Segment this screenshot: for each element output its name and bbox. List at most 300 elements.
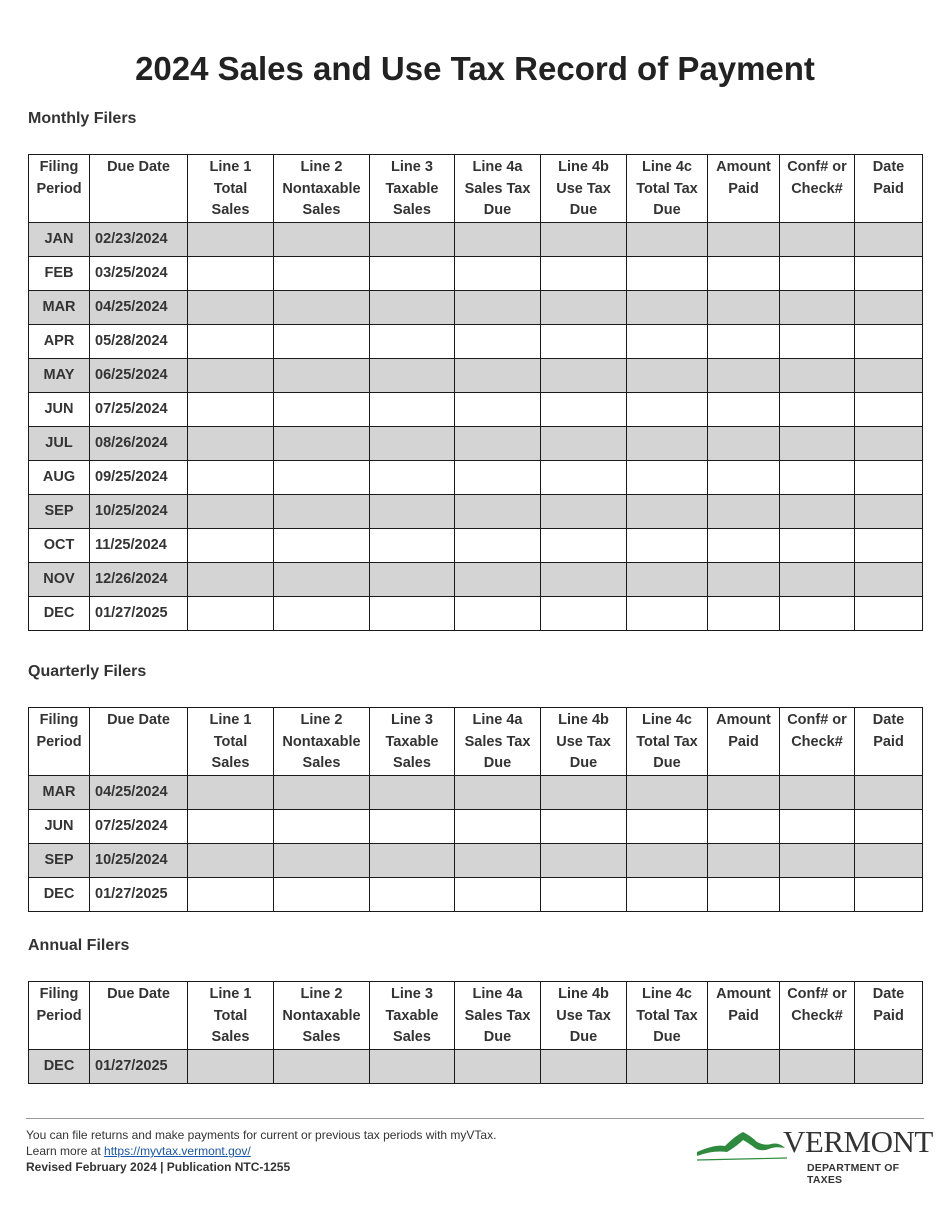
line4a-sales-tax-due-entry-cell[interactable] — [455, 562, 541, 596]
column-header-line1-total-sales — [188, 155, 274, 223]
column-header-line: Check# — [791, 1007, 843, 1024]
line4a-sales-tax-due-entry-cell[interactable] — [455, 1049, 541, 1083]
line3-taxable-sales-entry-cell[interactable] — [370, 494, 455, 528]
conf-or-check-entry-cell[interactable] — [780, 460, 855, 494]
line1-total-sales-entry-cell[interactable] — [188, 324, 274, 358]
amount-paid-entry-cell[interactable] — [708, 392, 780, 426]
date-paid-entry-cell[interactable] — [855, 562, 923, 596]
column-header-line: Period — [36, 733, 82, 750]
amount-paid-entry-cell[interactable] — [708, 562, 780, 596]
conf-or-check-entry-cell[interactable] — [780, 222, 855, 256]
column-header-line4a-sales-tax-due — [455, 708, 541, 776]
date-paid-entry-cell[interactable] — [855, 775, 923, 809]
line2-nontaxable-sales-entry-cell[interactable] — [274, 1049, 370, 1083]
line4b-use-tax-due-entry-cell[interactable] — [541, 596, 627, 630]
line4c-total-tax-due-entry-cell[interactable] — [627, 494, 708, 528]
filing-period-cell: DEC — [29, 596, 90, 630]
line1-total-sales-entry-cell[interactable] — [188, 256, 274, 290]
footer-myvtax-note: You can file returns and make payments for current or previous tax periods with myVTax. — [26, 1128, 497, 1142]
footer-revision: Revised February 2024 | Publication NTC-1255 — [26, 1160, 291, 1174]
line4b-use-tax-due-entry-cell[interactable] — [541, 256, 627, 290]
column-header-line: Amount — [716, 986, 771, 1002]
table-row — [29, 562, 923, 596]
line2-nontaxable-sales-entry-cell[interactable] — [274, 809, 370, 843]
line4a-sales-tax-due-entry-cell[interactable] — [455, 775, 541, 809]
line4c-total-tax-due-entry-cell[interactable] — [627, 256, 708, 290]
line4c-total-tax-due-entry-cell[interactable] — [627, 877, 708, 911]
line4b-use-tax-due-entry-cell[interactable] — [541, 562, 627, 596]
column-header-line: Line 1 — [209, 986, 252, 1002]
column-header-line: Due — [653, 202, 681, 218]
line3-taxable-sales-entry-cell[interactable] — [370, 775, 455, 809]
conf-or-check-entry-cell[interactable] — [780, 324, 855, 358]
line4b-use-tax-due-entry-cell[interactable] — [541, 775, 627, 809]
line4b-use-tax-due-entry-cell[interactable] — [541, 460, 627, 494]
line3-taxable-sales-entry-cell[interactable] — [370, 1049, 455, 1083]
section-heading-monthly: Monthly Filers — [28, 110, 137, 127]
myvtax-link[interactable]: https://myvtax.vermont.gov/ — [104, 1144, 251, 1158]
header-row — [29, 982, 923, 1050]
line4c-total-tax-due-entry-cell[interactable] — [627, 324, 708, 358]
line3-taxable-sales-entry-cell[interactable] — [370, 562, 455, 596]
column-header-line: Paid — [728, 733, 759, 750]
line2-nontaxable-sales-entry-cell[interactable] — [274, 528, 370, 562]
line2-nontaxable-sales-entry-cell[interactable] — [274, 596, 370, 630]
amount-paid-entry-cell[interactable] — [708, 494, 780, 528]
line1-total-sales-entry-cell[interactable] — [188, 528, 274, 562]
line4a-sales-tax-due-entry-cell[interactable] — [455, 290, 541, 324]
header-row — [29, 155, 923, 223]
line1-total-sales-entry-cell[interactable] — [188, 775, 274, 809]
line1-total-sales-entry-cell[interactable] — [188, 1049, 274, 1083]
line3-taxable-sales-entry-cell[interactable] — [370, 460, 455, 494]
column-header-amount-paid — [708, 982, 780, 1050]
line3-taxable-sales-entry-cell[interactable] — [370, 358, 455, 392]
line1-total-sales-entry-cell[interactable] — [188, 494, 274, 528]
column-header-line: Sales — [393, 202, 431, 218]
column-header-conf-or-check — [780, 155, 855, 223]
line1-total-sales-entry-cell[interactable] — [188, 222, 274, 256]
line3-taxable-sales-entry-cell[interactable] — [370, 290, 455, 324]
column-header-line4c-total-tax-due — [627, 708, 708, 776]
table-row — [29, 358, 923, 392]
column-header-line4b-use-tax-due — [541, 982, 627, 1050]
due-date-cell: 04/25/2024 — [90, 290, 188, 324]
line1-total-sales-entry-cell[interactable] — [188, 426, 274, 460]
line4c-total-tax-due-entry-cell[interactable] — [627, 358, 708, 392]
line4c-total-tax-due-entry-cell[interactable] — [627, 596, 708, 630]
date-paid-entry-cell[interactable] — [855, 809, 923, 843]
due-date-cell: 10/25/2024 — [90, 494, 188, 528]
line4b-use-tax-due-entry-cell[interactable] — [541, 877, 627, 911]
column-header-line: Line 4a — [472, 712, 523, 728]
filing-period-cell: DEC — [29, 877, 90, 911]
line4c-total-tax-due-entry-cell[interactable] — [627, 843, 708, 877]
line4a-sales-tax-due-entry-cell[interactable] — [455, 256, 541, 290]
line2-nontaxable-sales-entry-cell[interactable] — [274, 290, 370, 324]
line1-total-sales-entry-cell[interactable] — [188, 358, 274, 392]
filing-period-cell: APR — [29, 324, 90, 358]
due-date-cell: 01/27/2025 — [90, 877, 188, 911]
column-header-line: Taxable — [385, 1007, 439, 1024]
column-header-due-date — [90, 708, 188, 776]
line1-total-sales-entry-cell[interactable] — [188, 392, 274, 426]
amount-paid-entry-cell[interactable] — [708, 460, 780, 494]
date-paid-entry-cell[interactable] — [855, 494, 923, 528]
date-paid-entry-cell[interactable] — [855, 324, 923, 358]
line4a-sales-tax-due-entry-cell[interactable] — [455, 460, 541, 494]
date-paid-entry-cell[interactable] — [855, 843, 923, 877]
line1-total-sales-entry-cell[interactable] — [188, 460, 274, 494]
line4a-sales-tax-due-entry-cell[interactable] — [455, 809, 541, 843]
column-header-line4b-use-tax-due — [541, 708, 627, 776]
monthly-filers-table — [28, 154, 923, 631]
column-header-line: Paid — [728, 1007, 759, 1024]
conf-or-check-entry-cell[interactable] — [780, 358, 855, 392]
due-date-cell: 06/25/2024 — [90, 358, 188, 392]
column-header-line: Sales — [393, 1029, 431, 1045]
column-header-line: Paid — [728, 180, 759, 197]
line2-nontaxable-sales-entry-cell[interactable] — [274, 494, 370, 528]
date-paid-entry-cell[interactable] — [855, 426, 923, 460]
column-header-line: Taxable — [385, 180, 439, 197]
column-header-line: Amount — [716, 712, 771, 728]
line4b-use-tax-due-entry-cell[interactable] — [541, 1049, 627, 1083]
column-header-line: Line 2 — [300, 986, 343, 1002]
column-header-line2-nontaxable-sales — [274, 155, 370, 223]
due-date-cell: 05/28/2024 — [90, 324, 188, 358]
footer-divider — [26, 1118, 924, 1119]
column-header-amount-paid — [708, 155, 780, 223]
column-header-line: Line 2 — [300, 712, 343, 728]
column-header-line: Line 3 — [391, 712, 433, 728]
line4b-use-tax-due-entry-cell[interactable] — [541, 392, 627, 426]
table-row — [29, 775, 923, 809]
line4b-use-tax-due-entry-cell[interactable] — [541, 426, 627, 460]
column-header-amount-paid — [708, 708, 780, 776]
column-header-line1-total-sales — [188, 982, 274, 1050]
line4a-sales-tax-due-entry-cell[interactable] — [455, 843, 541, 877]
date-paid-entry-cell[interactable] — [855, 1049, 923, 1083]
due-date-cell: 04/25/2024 — [90, 775, 188, 809]
date-paid-entry-cell[interactable] — [855, 358, 923, 392]
filing-period-cell: MAY — [29, 358, 90, 392]
table-row — [29, 877, 923, 911]
filing-period-cell: SEP — [29, 843, 90, 877]
table-row — [29, 290, 923, 324]
column-header-line: Line 4c — [642, 986, 692, 1002]
line1-total-sales-entry-cell[interactable] — [188, 596, 274, 630]
conf-or-check-entry-cell[interactable] — [780, 290, 855, 324]
table-row — [29, 392, 923, 426]
column-header-line: Line 4c — [642, 159, 692, 175]
line4c-total-tax-due-entry-cell[interactable] — [627, 460, 708, 494]
column-header-line: Due — [569, 202, 598, 218]
amount-paid-entry-cell[interactable] — [708, 528, 780, 562]
line1-total-sales-entry-cell[interactable] — [188, 562, 274, 596]
column-header-line: Due — [569, 755, 598, 771]
column-header-line: Due — [483, 1029, 512, 1045]
line1-total-sales-entry-cell[interactable] — [188, 290, 274, 324]
line2-nontaxable-sales-entry-cell[interactable] — [274, 775, 370, 809]
column-header-line: Nontaxable — [282, 1007, 361, 1024]
line4c-total-tax-due-entry-cell[interactable] — [627, 426, 708, 460]
column-header-due-date — [90, 982, 188, 1050]
column-header-line: Total Tax — [636, 733, 698, 750]
section-heading-quarterly: Quarterly Filers — [28, 663, 147, 680]
annual-filers-table — [28, 981, 923, 1084]
line4b-use-tax-due-entry-cell[interactable] — [541, 843, 627, 877]
column-header-conf-or-check — [780, 982, 855, 1050]
column-header-line: Sales — [393, 755, 431, 771]
column-header-line: Due Date — [107, 712, 170, 728]
footer-learn-more — [26, 1143, 496, 1159]
column-header-line: Total Tax — [636, 1007, 698, 1024]
column-header-line: Line 1 — [209, 159, 252, 175]
column-header-line: Conf# or — [787, 712, 847, 728]
line3-taxable-sales-entry-cell[interactable] — [370, 324, 455, 358]
column-header-line: Line 4a — [472, 986, 523, 1002]
column-header-date-paid — [855, 155, 923, 223]
vermont-mountain-icon — [695, 1122, 790, 1162]
column-header-line3-taxable-sales — [370, 155, 455, 223]
line4b-use-tax-due-entry-cell[interactable] — [541, 290, 627, 324]
conf-or-check-entry-cell[interactable] — [780, 426, 855, 460]
line3-taxable-sales-entry-cell[interactable] — [370, 392, 455, 426]
line4c-total-tax-due-entry-cell[interactable] — [627, 222, 708, 256]
column-header-line: Due — [483, 755, 512, 771]
column-header-line: Taxable — [385, 733, 439, 750]
filing-period-cell: SEP — [29, 494, 90, 528]
column-header-line4c-total-tax-due — [627, 982, 708, 1050]
due-date-cell: 12/26/2024 — [90, 562, 188, 596]
conf-or-check-entry-cell[interactable] — [780, 256, 855, 290]
date-paid-entry-cell[interactable] — [855, 877, 923, 911]
line2-nontaxable-sales-entry-cell[interactable] — [274, 358, 370, 392]
column-header-line: Date — [872, 986, 905, 1002]
column-header-line: Due — [653, 755, 681, 771]
vermont-wordmark: VERMONT — [783, 1124, 933, 1159]
column-header-line: Period — [36, 180, 82, 197]
column-header-line: Paid — [873, 733, 904, 750]
column-header-line: Filing — [39, 986, 79, 1002]
line4a-sales-tax-due-entry-cell[interactable] — [455, 494, 541, 528]
column-header-line: Line 2 — [300, 159, 343, 175]
column-header-date-paid — [855, 982, 923, 1050]
line3-taxable-sales-entry-cell[interactable] — [370, 256, 455, 290]
line2-nontaxable-sales-entry-cell[interactable] — [274, 222, 370, 256]
date-paid-entry-cell[interactable] — [855, 256, 923, 290]
conf-or-check-entry-cell[interactable] — [780, 877, 855, 911]
line2-nontaxable-sales-entry-cell[interactable] — [274, 877, 370, 911]
column-header-line4a-sales-tax-due — [455, 155, 541, 223]
line2-nontaxable-sales-entry-cell[interactable] — [274, 460, 370, 494]
table-row — [29, 222, 923, 256]
column-header-line: Sales — [211, 755, 250, 771]
line3-taxable-sales-entry-cell[interactable] — [370, 843, 455, 877]
line4a-sales-tax-due-entry-cell[interactable] — [455, 222, 541, 256]
amount-paid-entry-cell[interactable] — [708, 1049, 780, 1083]
column-header-line2-nontaxable-sales — [274, 708, 370, 776]
line4b-use-tax-due-entry-cell[interactable] — [541, 358, 627, 392]
due-date-cell: 09/25/2024 — [90, 460, 188, 494]
column-header-date-paid — [855, 708, 923, 776]
column-header-line: Line 3 — [391, 986, 433, 1002]
column-header-conf-or-check — [780, 708, 855, 776]
line4c-total-tax-due-entry-cell[interactable] — [627, 809, 708, 843]
line4c-total-tax-due-entry-cell[interactable] — [627, 392, 708, 426]
conf-or-check-entry-cell[interactable] — [780, 494, 855, 528]
filing-period-cell: MAR — [29, 290, 90, 324]
table-row — [29, 324, 923, 358]
line3-taxable-sales-entry-cell[interactable] — [370, 222, 455, 256]
column-header-line: Filing — [39, 159, 79, 175]
column-header-line: Due — [483, 202, 512, 218]
column-header-line: Period — [36, 1007, 82, 1024]
column-header-line: Total Tax — [636, 180, 698, 197]
column-header-line4a-sales-tax-due — [455, 982, 541, 1050]
date-paid-entry-cell[interactable] — [855, 222, 923, 256]
amount-paid-entry-cell[interactable] — [708, 596, 780, 630]
line4c-total-tax-due-entry-cell[interactable] — [627, 775, 708, 809]
department-of-taxes-label: DEPARTMENT OF TAXES — [807, 1162, 900, 1186]
amount-paid-entry-cell[interactable] — [708, 358, 780, 392]
amount-paid-entry-cell[interactable] — [708, 809, 780, 843]
filing-period-cell: JUN — [29, 392, 90, 426]
line2-nontaxable-sales-entry-cell[interactable] — [274, 843, 370, 877]
amount-paid-entry-cell[interactable] — [708, 324, 780, 358]
table-row — [29, 256, 923, 290]
conf-or-check-entry-cell[interactable] — [780, 843, 855, 877]
column-header-line: Conf# or — [787, 986, 847, 1002]
conf-or-check-entry-cell[interactable] — [780, 809, 855, 843]
filing-period-cell: JUL — [29, 426, 90, 460]
line4b-use-tax-due-entry-cell[interactable] — [541, 809, 627, 843]
line3-taxable-sales-entry-cell[interactable] — [370, 877, 455, 911]
column-header-line: Due Date — [107, 159, 170, 175]
date-paid-entry-cell[interactable] — [855, 392, 923, 426]
conf-or-check-entry-cell[interactable] — [780, 596, 855, 630]
column-header-line1-total-sales — [188, 708, 274, 776]
table-row — [29, 528, 923, 562]
line4a-sales-tax-due-entry-cell[interactable] — [455, 392, 541, 426]
conf-or-check-entry-cell[interactable] — [780, 528, 855, 562]
line2-nontaxable-sales-entry-cell[interactable] — [274, 426, 370, 460]
line3-taxable-sales-entry-cell[interactable] — [370, 809, 455, 843]
line3-taxable-sales-entry-cell[interactable] — [370, 426, 455, 460]
line2-nontaxable-sales-entry-cell[interactable] — [274, 562, 370, 596]
amount-paid-entry-cell[interactable] — [708, 843, 780, 877]
table-row — [29, 460, 923, 494]
column-header-line: Sales Tax — [464, 180, 531, 197]
column-header-filing-period — [29, 982, 90, 1050]
section-heading-annual: Annual Filers — [28, 937, 130, 954]
due-date-cell: 11/25/2024 — [90, 528, 188, 562]
quarterly-filers-table — [28, 707, 923, 912]
line4c-total-tax-due-entry-cell[interactable] — [627, 562, 708, 596]
column-header-line: Paid — [873, 1007, 904, 1024]
line4a-sales-tax-due-entry-cell[interactable] — [455, 426, 541, 460]
column-header-line: Total — [213, 180, 248, 197]
page-title: 2024 Sales and Use Tax Record of Payment — [135, 50, 815, 87]
amount-paid-entry-cell[interactable] — [708, 877, 780, 911]
line4a-sales-tax-due-entry-cell[interactable] — [455, 358, 541, 392]
line2-nontaxable-sales-entry-cell[interactable] — [274, 392, 370, 426]
amount-paid-entry-cell[interactable] — [708, 290, 780, 324]
line3-taxable-sales-entry-cell[interactable] — [370, 596, 455, 630]
column-header-filing-period — [29, 155, 90, 223]
table-row — [29, 843, 923, 877]
column-header-line: Line 4b — [558, 986, 609, 1002]
column-header-line: Filing — [39, 712, 79, 728]
column-header-line: Date — [872, 159, 905, 175]
line4c-total-tax-due-entry-cell[interactable] — [627, 1049, 708, 1083]
date-paid-entry-cell[interactable] — [855, 596, 923, 630]
column-header-line: Use Tax — [556, 1007, 611, 1024]
column-header-line: Due — [653, 1029, 681, 1045]
line2-nontaxable-sales-entry-cell[interactable] — [274, 324, 370, 358]
line4c-total-tax-due-entry-cell[interactable] — [627, 528, 708, 562]
column-header-line: Sales — [302, 1029, 341, 1045]
line1-total-sales-entry-cell[interactable] — [188, 877, 274, 911]
date-paid-entry-cell[interactable] — [855, 460, 923, 494]
column-header-line: Due — [569, 1029, 598, 1045]
line4a-sales-tax-due-entry-cell[interactable] — [455, 596, 541, 630]
line4a-sales-tax-due-entry-cell[interactable] — [455, 877, 541, 911]
line4b-use-tax-due-entry-cell[interactable] — [541, 528, 627, 562]
line4c-total-tax-due-entry-cell[interactable] — [627, 290, 708, 324]
column-header-filing-period — [29, 708, 90, 776]
conf-or-check-entry-cell[interactable] — [780, 1049, 855, 1083]
line4b-use-tax-due-entry-cell[interactable] — [541, 494, 627, 528]
conf-or-check-entry-cell[interactable] — [780, 775, 855, 809]
line4a-sales-tax-due-entry-cell[interactable] — [455, 324, 541, 358]
due-date-cell: 01/27/2025 — [90, 596, 188, 630]
line4a-sales-tax-due-entry-cell[interactable] — [455, 528, 541, 562]
column-header-line: Check# — [791, 180, 843, 197]
header-row — [29, 708, 923, 776]
footer-text — [26, 1127, 496, 1175]
column-header-line: Check# — [791, 733, 843, 750]
line4b-use-tax-due-entry-cell[interactable] — [541, 324, 627, 358]
filing-period-cell: MAR — [29, 775, 90, 809]
amount-paid-entry-cell[interactable] — [708, 222, 780, 256]
line3-taxable-sales-entry-cell[interactable] — [370, 528, 455, 562]
footer-learn-prefix: Learn more at — [26, 1144, 105, 1158]
line4b-use-tax-due-entry-cell[interactable] — [541, 222, 627, 256]
column-header-line: Conf# or — [787, 159, 847, 175]
table-row — [29, 426, 923, 460]
line1-total-sales-entry-cell[interactable] — [188, 843, 274, 877]
column-header-line: Sales — [302, 755, 341, 771]
amount-paid-entry-cell[interactable] — [708, 426, 780, 460]
line1-total-sales-entry-cell[interactable] — [188, 809, 274, 843]
date-paid-entry-cell[interactable] — [855, 290, 923, 324]
amount-paid-entry-cell[interactable] — [708, 256, 780, 290]
column-header-line: Total — [213, 1007, 248, 1024]
column-header-line: Line 4b — [558, 159, 609, 175]
due-date-cell: 10/25/2024 — [90, 843, 188, 877]
conf-or-check-entry-cell[interactable] — [780, 562, 855, 596]
column-header-line4c-total-tax-due — [627, 155, 708, 223]
conf-or-check-entry-cell[interactable] — [780, 392, 855, 426]
column-header-line3-taxable-sales — [370, 708, 455, 776]
table-row — [29, 809, 923, 843]
amount-paid-entry-cell[interactable] — [708, 775, 780, 809]
line2-nontaxable-sales-entry-cell[interactable] — [274, 256, 370, 290]
due-date-cell: 02/23/2024 — [90, 222, 188, 256]
date-paid-entry-cell[interactable] — [855, 528, 923, 562]
